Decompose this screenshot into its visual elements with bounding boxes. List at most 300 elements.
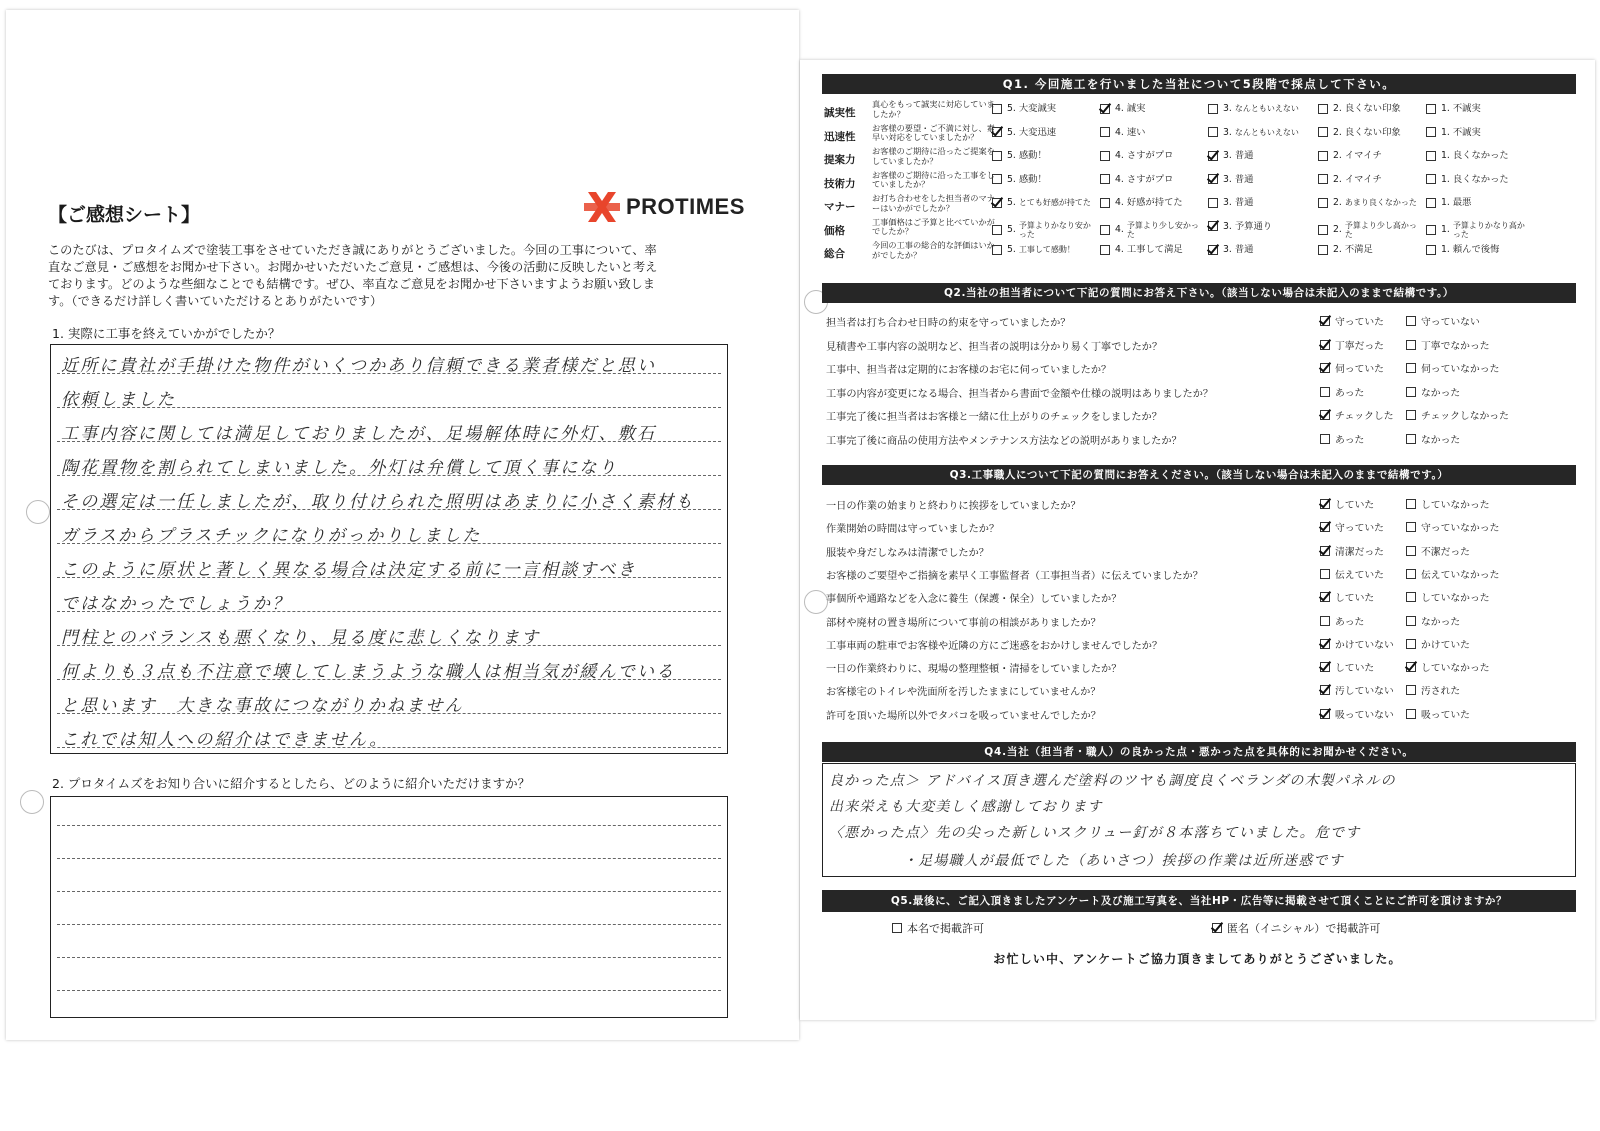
q1-option[interactable]	[1426, 103, 1481, 114]
option-number: 3.	[1223, 173, 1232, 185]
checkbox[interactable]	[1406, 316, 1416, 326]
checkbox[interactable]	[1100, 245, 1110, 255]
option-number: 5.	[1007, 224, 1016, 235]
checkbox[interactable]	[992, 225, 1002, 235]
q1-category: 総合	[824, 248, 845, 260]
q3-header: Q3.工事職人について下記の質問にお答えください。（該当しない場合は未記入のままで結構です。）	[822, 465, 1576, 485]
option-label: 最悪	[1452, 197, 1472, 208]
checkbox[interactable]	[892, 923, 902, 933]
checkbox-checked[interactable]	[1208, 174, 1218, 184]
option-number: 1.	[1441, 224, 1450, 235]
q1-option[interactable]	[1318, 197, 1417, 208]
q2-option[interactable]	[1406, 314, 1480, 328]
option-label: 良くない印象	[1344, 126, 1401, 138]
option-number: 2.	[1333, 244, 1342, 255]
option-number: 2.	[1333, 150, 1342, 161]
handwriting-line: 何よりも３点も不注意で壊してしまうような職人は相当気が緩んでいる	[61, 662, 676, 682]
q1-option[interactable]	[1208, 150, 1253, 161]
q3-option[interactable]	[1320, 590, 1374, 604]
q5-option-initials[interactable]	[1212, 920, 1380, 936]
q3-option[interactable]	[1406, 614, 1460, 628]
option-label: 守っていた	[1335, 523, 1384, 535]
q1-option[interactable]	[1100, 127, 1145, 138]
checkbox[interactable]	[1406, 499, 1416, 509]
option-label: イマイチ	[1344, 173, 1382, 185]
q1-option[interactable]	[1208, 174, 1253, 185]
checkbox[interactable]	[1426, 127, 1436, 137]
option-number: 2.	[1333, 197, 1342, 208]
option-label: 頼んで後悔	[1452, 244, 1500, 255]
checkbox[interactable]	[992, 151, 1002, 161]
checkbox-checked[interactable]	[1212, 923, 1222, 933]
checkbox-checked[interactable]	[1320, 410, 1330, 420]
q4-answer-box[interactable]	[822, 763, 1576, 877]
q3-option[interactable]	[1320, 660, 1374, 674]
checkbox[interactable]	[1320, 387, 1330, 397]
q1-row	[822, 100, 1576, 123]
q3-option[interactable]	[1320, 497, 1374, 511]
option-number: 4.	[1115, 197, 1124, 208]
handwriting-line: ガラスからプラスチックになりがっかりしました	[61, 526, 482, 546]
option-label: 良くなかった	[1452, 173, 1509, 185]
option-label: 良くなかった	[1452, 150, 1509, 161]
checkbox[interactable]	[1406, 569, 1416, 579]
right-page	[800, 60, 1595, 1020]
option-label: 伝えていなかった	[1421, 569, 1500, 581]
q2-option[interactable]	[1406, 432, 1460, 446]
option-label: イマイチ	[1344, 150, 1382, 161]
q2-option[interactable]	[1406, 361, 1499, 375]
q4-handwriting-line: 〈悪かった点〉先の尖った新しいスクリュー釘が８本落ちていました。危です	[829, 825, 1361, 841]
option-label: 丁寧でなかった	[1421, 340, 1490, 352]
checkbox[interactable]	[1320, 616, 1330, 626]
option-number: 1.	[1441, 126, 1450, 138]
checkbox-checked[interactable]	[1320, 316, 1330, 326]
q5-option-label: 匿名（イニシャル）で掲載許可	[1227, 922, 1381, 935]
checkbox[interactable]	[1406, 709, 1416, 719]
option-label: 予算よりかなり高かった	[1452, 220, 1525, 239]
option-label: なかった	[1421, 434, 1461, 446]
q3-option[interactable]	[1406, 497, 1490, 511]
checkbox[interactable]	[1318, 198, 1328, 208]
ruled-line	[57, 825, 721, 826]
option-number: 1.	[1441, 173, 1450, 185]
checkbox[interactable]	[992, 245, 1002, 255]
q1-option[interactable]	[1426, 127, 1481, 138]
q1-option[interactable]	[1100, 197, 1183, 208]
q3-option[interactable]	[1320, 707, 1394, 721]
q1-option[interactable]	[1426, 197, 1471, 208]
option-number: 3.	[1223, 103, 1232, 114]
checkbox[interactable]	[1406, 522, 1416, 532]
q1-category: 技術力	[824, 177, 856, 190]
checkbox-checked[interactable]	[992, 127, 1002, 137]
q1-category: 価格	[824, 224, 845, 237]
option-number: 3.	[1223, 126, 1232, 138]
intro-line: 直なご意見・ご感想をお聞かせ下さい。お聞かせいただいたご意見・ご感想は、今後の活動に反映したいと考え	[48, 260, 658, 274]
checkbox-checked[interactable]	[1320, 685, 1330, 695]
handwriting-line: このように原状と著しく異なる場合は決定する前に一言相談すべき	[61, 560, 637, 580]
q3-question: お客様のご要望やご指摘を素早く工事監督者（工事担当者）に伝えていましたか？	[826, 570, 1203, 582]
q2-option[interactable]	[1406, 408, 1509, 422]
ruled-line	[57, 891, 721, 892]
q1-question: 工事価格はご予算と比べていかがでしたか？	[872, 216, 995, 236]
q1-question: 真心をもって誠実に対応していましたか？	[872, 99, 995, 119]
option-number: 5.	[1007, 126, 1016, 138]
option-label: 普通	[1234, 197, 1254, 208]
option-label: 工事して満足	[1126, 244, 1183, 255]
q1-header: Q1. 今回施工を行いました当社について5段階で採点して下さい。	[822, 74, 1576, 94]
option-number: 4.	[1115, 103, 1124, 114]
q1-option[interactable]	[1426, 244, 1499, 255]
checkbox[interactable]	[1426, 151, 1436, 161]
checkbox[interactable]	[1406, 410, 1416, 420]
checkbox[interactable]	[1406, 616, 1416, 626]
option-label: なんともいえない	[1234, 127, 1299, 137]
checkbox[interactable]	[1426, 225, 1436, 235]
checkbox-checked[interactable]	[1208, 245, 1218, 255]
question-2-answer-box[interactable]	[50, 796, 728, 1018]
q1-category: マナー	[824, 201, 856, 213]
checkbox-checked[interactable]	[1406, 662, 1416, 672]
punch-hole	[26, 500, 50, 524]
checkbox-checked[interactable]	[1320, 499, 1330, 509]
checkbox[interactable]	[992, 104, 1002, 114]
protimes-logo-icon	[584, 190, 620, 224]
option-label: していなかった	[1421, 663, 1490, 675]
q3-option[interactable]	[1406, 590, 1490, 604]
q3-option[interactable]	[1406, 683, 1460, 697]
checkbox[interactable]	[1406, 387, 1416, 397]
intro-line: す。（できるだけ詳しく書いていただけるとありがたいです）	[48, 294, 383, 308]
q3-question: 許可を頂いた場所以外でタバコを吸っていませんでしたか？	[826, 710, 1101, 722]
q3-question: お客様宅のトイレや洗面所を汚したままにしていませんか？	[826, 687, 1101, 699]
q1-option[interactable]	[992, 127, 1056, 138]
option-label: 誠実	[1126, 103, 1146, 114]
q5-option-real-name[interactable]	[892, 920, 984, 936]
option-number: 5.	[1007, 244, 1016, 255]
q1-option[interactable]	[1318, 174, 1382, 185]
checkbox-checked[interactable]	[1100, 104, 1110, 114]
q2-header: Q2.当社の担当者について下記の質問にお答え下さい。（該当しない場合は未記入のままで結構です。）	[822, 283, 1576, 303]
q3-option[interactable]	[1406, 544, 1470, 558]
checkbox[interactable]	[1406, 363, 1416, 373]
checkbox[interactable]	[1406, 592, 1416, 602]
q4-handwriting-line: ・足場職人が最低でした（あいさつ）挨拶の作業は近所迷惑です	[903, 853, 1344, 869]
option-number: 2.	[1333, 224, 1342, 235]
option-number: 4.	[1115, 150, 1124, 161]
q1-option[interactable]	[1318, 103, 1401, 114]
q1-option[interactable]	[1100, 103, 1145, 114]
checkbox[interactable]	[1318, 104, 1328, 114]
q3-option[interactable]	[1320, 544, 1384, 558]
q1-row	[822, 124, 1576, 147]
q3-option[interactable]	[1406, 660, 1490, 674]
option-number: 1.	[1441, 150, 1450, 161]
q1-option[interactable]	[1318, 221, 1419, 239]
checkbox[interactable]	[1100, 198, 1110, 208]
option-label: かけていない	[1335, 639, 1394, 651]
option-number: 1.	[1441, 244, 1450, 255]
checkbox[interactable]	[1406, 639, 1416, 649]
checkbox-checked[interactable]	[1320, 592, 1330, 602]
q1-row	[822, 194, 1576, 217]
checkbox-checked[interactable]	[1320, 662, 1330, 672]
q3-question: 工事車両の駐車でお客様や近隣の方にご迷惑をおかけしませんでしたか？	[826, 640, 1163, 652]
q3-option[interactable]	[1406, 707, 1470, 721]
punch-hole	[20, 790, 44, 814]
option-label: 良くない印象	[1344, 103, 1401, 114]
q2-question: 工事完了後に商品の使用方法やメンテナンス方法などの説明がありましたか？	[826, 435, 1182, 447]
q1-option[interactable]	[992, 174, 1047, 185]
checkbox[interactable]	[1318, 245, 1328, 255]
intro-line: このたびは、プロタイムズで塗装工事をさせていただき誠にありがとうございました。今回の工事について、率	[48, 243, 657, 257]
option-label: 清潔だった	[1335, 546, 1384, 558]
q1-option[interactable]	[992, 150, 1047, 161]
q1-option[interactable]	[1100, 174, 1173, 185]
thanks-message: お忙しい中、アンケートご協力頂きましてありがとうございました。	[993, 952, 1402, 966]
q2-option[interactable]	[1406, 385, 1460, 399]
option-label: していた	[1335, 663, 1375, 675]
option-number: 2.	[1333, 126, 1342, 138]
q1-option[interactable]	[992, 244, 1075, 255]
q3-option[interactable]	[1320, 637, 1394, 651]
checkbox-checked[interactable]	[1320, 522, 1330, 532]
option-number: 4.	[1115, 126, 1124, 138]
checkbox-checked[interactable]	[1320, 639, 1330, 649]
handwriting-line: その選定は一任しましたが、取り付けられた照明はあまりに小さく素材も	[61, 492, 695, 512]
option-label: 吸っていた	[1421, 709, 1470, 721]
checkbox[interactable]	[1100, 174, 1110, 184]
q3-question: 服装や身だしなみは清潔でしたか？	[826, 547, 989, 559]
q1-option[interactable]	[1318, 150, 1382, 161]
checkbox[interactable]	[1406, 546, 1416, 556]
option-label: していた	[1335, 593, 1375, 605]
q2-option[interactable]	[1320, 361, 1384, 375]
q3-option[interactable]	[1406, 567, 1499, 581]
checkbox[interactable]	[1318, 174, 1328, 184]
handwriting-line: 門柱とのバランスも悪くなり、見る度に悲しくなります	[61, 628, 541, 648]
q1-option[interactable]	[1208, 244, 1253, 255]
checkbox[interactable]	[1406, 685, 1416, 695]
ruled-line	[57, 990, 721, 991]
option-label: 予算よりかなり安かった	[1018, 220, 1091, 239]
checkbox-checked[interactable]	[992, 198, 1002, 208]
option-number: 5.	[1007, 150, 1016, 161]
q4-handwriting-line: 良かった点＞ アドバイス頂き選んだ塗料のツヤも調度良くベランダの木製パネルの	[829, 773, 1396, 789]
option-label: 工事して感動！	[1018, 245, 1075, 254]
option-label: 丁寧だった	[1335, 340, 1384, 352]
q2-option[interactable]	[1406, 338, 1490, 352]
handwriting-line: 近所に貴社が手掛けた物件がいくつかあり信頼できる業者様だと思い	[61, 356, 657, 376]
q2-option[interactable]	[1320, 338, 1384, 352]
checkbox[interactable]	[1208, 127, 1218, 137]
q2-question: 工事完了後に担当者はお客様と一緒に仕上がりのチェックをしましたか？	[826, 412, 1162, 423]
option-label: 伺っていなかった	[1421, 364, 1500, 375]
option-number: 5.	[1007, 173, 1016, 185]
checkbox[interactable]	[1320, 569, 1330, 579]
option-label: 伝えていた	[1335, 569, 1384, 581]
q1-option[interactable]	[1208, 103, 1299, 114]
handwriting-line: これでは知人への紹介はできません。	[61, 730, 389, 750]
question-2-label: 2. プロタイムズをお知り合いに紹介するとしたら、どのように紹介いただけますか？	[52, 776, 531, 791]
handwriting-line: 工事内容に関しては満足しておりましたが、足場解体時に外灯、敷石	[61, 424, 657, 444]
q1-question: お打ち合わせをした担当者のマナーはいかがでしたか？	[872, 193, 995, 213]
option-label: 汚していない	[1335, 686, 1394, 698]
option-label: 普通	[1234, 150, 1254, 161]
checkbox[interactable]	[1406, 434, 1416, 444]
option-label: 好感が持てた	[1126, 197, 1183, 208]
q1-category: 誠実性	[824, 107, 856, 119]
q1-option[interactable]	[1208, 197, 1253, 208]
checkbox[interactable]	[1320, 434, 1330, 444]
q2-option[interactable]	[1320, 385, 1364, 399]
option-label: していなかった	[1421, 593, 1490, 605]
q1-option[interactable]	[1426, 221, 1527, 239]
option-label: 伺っていた	[1335, 364, 1384, 375]
option-label: 大変迅速	[1018, 126, 1057, 138]
option-number: 3.	[1223, 197, 1232, 208]
q3-question: 事個所や通路などを入念に養生（保護・保全）していましたか？	[826, 594, 1122, 606]
question-1-answer-box[interactable]	[50, 344, 728, 754]
q1-option[interactable]	[992, 197, 1091, 208]
question-1-label: 1. 実際に工事を終えていかがでしたか？	[52, 326, 281, 341]
checkbox[interactable]	[1426, 104, 1436, 114]
q1-option[interactable]	[1100, 150, 1173, 161]
option-label: とても好感が持てた	[1018, 198, 1091, 207]
checkbox[interactable]	[1100, 225, 1110, 235]
q1-option[interactable]	[1208, 221, 1272, 232]
q2-option[interactable]	[1320, 408, 1394, 422]
q5-header: Q5.最後に、ご記入頂きましたアンケート及び施工写真を、当社HP・広告等に掲載させて頂くことにご許可を頂けますか？	[822, 890, 1576, 912]
q3-option[interactable]	[1320, 567, 1384, 581]
checkbox[interactable]	[1318, 127, 1328, 137]
q1-question: 今回の工事の総合的な評価はいかがでしたか？	[872, 240, 995, 260]
option-label: 感動！	[1018, 173, 1047, 185]
q3-question: 作業開始の時間は守っていましたか？	[826, 524, 1000, 536]
q5-option-label: 本名で掲載許可	[907, 922, 984, 935]
option-number: 1.	[1441, 103, 1450, 114]
option-label: あった	[1335, 387, 1365, 399]
q1-option[interactable]	[1100, 221, 1201, 239]
q1-row	[822, 218, 1576, 241]
logo-text: PROTIMES	[626, 194, 745, 219]
option-label: チェックした	[1335, 411, 1394, 422]
checkbox[interactable]	[1318, 151, 1328, 161]
option-label: 普通	[1234, 173, 1254, 185]
checkbox[interactable]	[1208, 104, 1218, 114]
q3-option[interactable]	[1320, 683, 1394, 697]
option-number: 3.	[1223, 150, 1232, 161]
option-label: していなかった	[1421, 500, 1490, 511]
option-number: 2.	[1333, 103, 1342, 114]
q3-option[interactable]	[1406, 637, 1470, 651]
q1-option[interactable]	[1426, 150, 1509, 161]
option-label: 不誠実	[1452, 103, 1481, 114]
checkbox[interactable]	[1426, 174, 1436, 184]
option-label: なかった	[1421, 616, 1461, 628]
option-number: 4.	[1115, 173, 1124, 185]
q2-question: 見積書や工事内容の説明など、担当者の説明は分かり易く丁寧でしたか？	[826, 341, 1163, 353]
option-label: さすがプロ	[1126, 173, 1174, 185]
option-label: 汚された	[1421, 686, 1461, 698]
option-label: チェックしなかった	[1421, 411, 1509, 422]
option-number: 4.	[1115, 224, 1124, 235]
q2-option[interactable]	[1320, 314, 1384, 328]
checkbox[interactable]	[992, 174, 1002, 184]
option-label: 不潔だった	[1421, 546, 1470, 558]
q3-option[interactable]	[1406, 520, 1499, 534]
checkbox-checked[interactable]	[1320, 340, 1330, 350]
option-label: 予算より少し高かった	[1344, 220, 1417, 239]
logo	[584, 190, 745, 224]
option-label: していた	[1335, 500, 1375, 511]
checkbox[interactable]	[1318, 225, 1328, 235]
checkbox-checked[interactable]	[1208, 151, 1218, 161]
q1-option[interactable]	[1100, 244, 1183, 255]
checkbox[interactable]	[1426, 198, 1436, 208]
checkbox[interactable]	[1406, 340, 1416, 350]
option-label: 予算通り	[1234, 220, 1273, 232]
option-label: かけていた	[1421, 639, 1470, 651]
option-number: 5.	[1007, 103, 1016, 114]
checkbox-checked[interactable]	[1320, 546, 1330, 556]
q1-option[interactable]	[992, 221, 1093, 239]
q2-question: 担当者は打ち合わせ日時の約束を守っていましたか？	[826, 318, 1071, 329]
q1-question: お客様の要望・ご不満に対し、素早い対応をしていましたか？	[872, 122, 995, 142]
q3-option[interactable]	[1320, 520, 1384, 534]
option-label: 守っていない	[1421, 317, 1480, 328]
option-label: さすがプロ	[1126, 150, 1174, 161]
q1-row	[822, 171, 1576, 194]
q1-option[interactable]	[1318, 127, 1401, 138]
q2-question: 工事中、担当者は定期的にお客様のお宅に伺っていましたか？	[826, 365, 1112, 376]
q1-question: お客様のご期待に沿ったご提案をしていましたか？	[872, 146, 995, 166]
checkbox-checked[interactable]	[1320, 363, 1330, 373]
q1-option[interactable]	[1208, 127, 1299, 138]
q1-option[interactable]	[1318, 244, 1373, 255]
handwriting-line: 依頼しました	[61, 390, 177, 410]
option-number: 3.	[1223, 244, 1232, 255]
option-number: 2.	[1333, 173, 1342, 185]
checkbox[interactable]	[1100, 151, 1110, 161]
option-number: 5.	[1007, 197, 1016, 208]
q1-option[interactable]	[1426, 174, 1509, 185]
q1-option[interactable]	[992, 103, 1056, 114]
handwriting-line: 陶花置物を割られてしまいました。外灯は弁償して頂く事になり	[61, 458, 618, 478]
checkbox[interactable]	[1208, 198, 1218, 208]
option-label: 速い	[1126, 126, 1146, 138]
q1-row	[822, 147, 1576, 170]
option-label: 大変誠実	[1018, 103, 1057, 114]
ruled-line	[57, 924, 721, 925]
option-label: なかった	[1421, 387, 1461, 399]
q2-option[interactable]	[1320, 432, 1364, 446]
handwriting-line: ではなかったでしょうか？	[61, 594, 292, 614]
checkbox[interactable]	[1426, 245, 1436, 255]
q3-option[interactable]	[1320, 614, 1364, 628]
option-label: なんともいえない	[1234, 104, 1299, 113]
sheet-title: 【ご感想シート】	[48, 204, 201, 226]
option-label: あった	[1335, 616, 1365, 628]
checkbox[interactable]	[1100, 127, 1110, 137]
handwriting-line: と思います 大きな事故につながりかねません	[61, 696, 464, 716]
q1-row	[822, 241, 1576, 264]
option-label: 普通	[1234, 244, 1254, 255]
checkbox-checked[interactable]	[1320, 709, 1330, 719]
checkbox-checked[interactable]	[1208, 221, 1218, 231]
q3-question: 一日の作業の始まりと終わりに挨拶をしていましたか？	[826, 501, 1081, 512]
